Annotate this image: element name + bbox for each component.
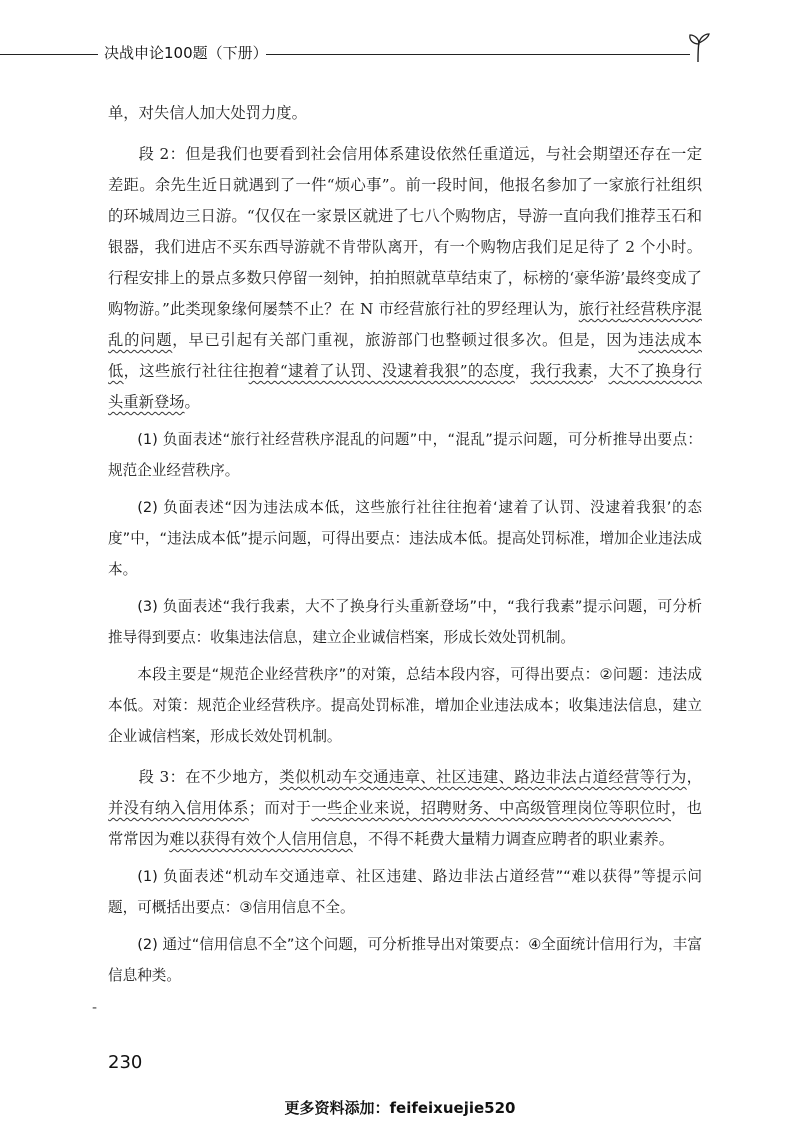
- underlined-phrase: 经营秩序混乱的问题: [108, 300, 702, 349]
- sprout-icon: [684, 32, 714, 64]
- continued-paragraph: [108, 98, 702, 129]
- underlined-phrase: 违法成本低: [108, 331, 702, 380]
- page-content: [108, 98, 702, 991]
- text-line: ，: [592, 362, 609, 380]
- text-line: 企业违法成本。: [108, 530, 702, 578]
- analysis-point-1: [108, 424, 702, 486]
- underlined-phrase: 一些企业来说，招聘财务、中高级管理岗位等职位时: [311, 799, 672, 817]
- text-line: 织的环城周边三日游。“仅仅在一家景区就进了七八个购物店，导游一直向我们推荐玉: [108, 176, 702, 225]
- text-line: (1) 负面表述“机动车交通违章、社区违建、路边非法占道经营”“难以获得”等提: [137, 868, 673, 885]
- underlined-phrase: 大: [608, 362, 625, 380]
- analysis-point-b2: [108, 929, 702, 991]
- text-line: (2) 通过“信用信息不全”这个问题，可分析推导出对策要点：④全面统计信用行: [137, 936, 644, 953]
- analysis-point-b1: [108, 861, 702, 923]
- text-line: ，: [686, 768, 702, 786]
- text-line: 的态度”中，“违法成本低”提示问题，可得出要点：违法成本低。提高处罚标准，增加: [108, 499, 702, 547]
- text-line: ；而对于: [248, 799, 312, 817]
- header-rule-left: [0, 54, 98, 55]
- analysis-point-2: [108, 492, 702, 585]
- text-line: ，这些旅行社往往: [123, 362, 249, 380]
- text-line: 可分析推导得到要点：收集违法信息，建立企业诚信档案，形成长效处罚机制。: [108, 598, 702, 646]
- text-line: 差距。余先生近日就遇到了一件“烦心事”。前一段时间，他报名参加了一家旅行社组: [108, 176, 687, 194]
- paragraph-summary: [108, 659, 702, 752]
- text-line: 单，对失信人加大处罚力度。: [108, 104, 307, 122]
- header-rule-right: [266, 54, 690, 55]
- underlined-phrase: 我行我素: [530, 362, 593, 380]
- text-line: ，不得不耗费大量精力调查应聘者的职业素养。: [352, 830, 675, 848]
- text-line: 。: [184, 393, 200, 411]
- underlined-phrase: 旅行社: [578, 300, 626, 318]
- text-line: ，早已引起有关部门重视，旅游部门也整顿过很多次。但是，因为: [172, 331, 639, 349]
- text-line: 常常因为: [108, 830, 170, 848]
- underlined-phrase: 类似机动车交通违章、社区违建、路边非法占道经营等行为: [279, 768, 687, 786]
- source-paragraph-3: [108, 762, 702, 855]
- text-line: 息，建立企业诚信档案，形成长效处罚机制。: [108, 697, 702, 745]
- footer-note: 更多资料添加：feifeixuejie520: [284, 1099, 516, 1117]
- source-paragraph-2: [108, 139, 702, 418]
- underlined-phrase: 抱着“逮着了认罚、没逮着我狠”的态度: [248, 362, 515, 380]
- text-line: (1) 负面表述“旅行社经营秩序混乱的问题”中，“混乱”提示问题，可分析推导出: [137, 431, 658, 448]
- underlined-phrase: 难以获得有效个人信用信息: [169, 830, 353, 848]
- text-line: 本段主要是“规范企业经营秩序”的对策，总结本段内容，可得出要点：②问题：违: [137, 666, 673, 683]
- header-title: 决战申论100题（下册）: [104, 44, 268, 62]
- text-line: 要点：规范企业经营秩序。: [108, 431, 702, 479]
- text-line: 终变成了购物游。”此类现象缘何屡禁不止？在 N 市经营旅行社的罗经理认为，: [108, 269, 702, 318]
- page-number: 230: [108, 1052, 143, 1073]
- margin-mark: -: [92, 1000, 98, 1016]
- text-line: 石和银器，我们进店不买东西导游就不肯带队离开，有一个购物店我们足足待了 2 个小: [108, 207, 702, 256]
- text-line: 为，丰富信息种类。: [108, 936, 702, 984]
- running-header: [0, 38, 800, 68]
- text-line: 段 3：在不少地方，: [138, 768, 280, 786]
- text-line: 法成本低。对策：规范企业经营秩序。提高处罚标准，增加企业违法成本；收集违法信: [108, 666, 702, 714]
- text-line: 段 2：但是我们也要看到社会信用体系建设依然任重道远，与社会期望还存在一定: [138, 145, 702, 163]
- text-line: 时。行程安排上的景点多数只停留一刻钟，拍拍照就草草结束了，标榜的‘豪华游’最: [108, 238, 702, 287]
- text-line: ，: [514, 362, 531, 380]
- text-line: ，也: [671, 799, 702, 817]
- underlined-phrase: 并没有纳入信用体系: [108, 799, 249, 817]
- text-line: 示问题，可概括出要点：③信用信息不全。: [108, 868, 702, 916]
- analysis-point-3: [108, 591, 702, 653]
- text-line: (3) 负面表述“我行我素，大不了换身行头重新登场”中，“我行我素”提示问题，: [137, 598, 658, 615]
- text-line: (2) 负面表述“因为违法成本低，这些旅行社往往抱着‘逮着了认罚、没逮着我狠’: [137, 499, 672, 516]
- underlined-phrase: 不了换身行头重新登场: [108, 362, 702, 411]
